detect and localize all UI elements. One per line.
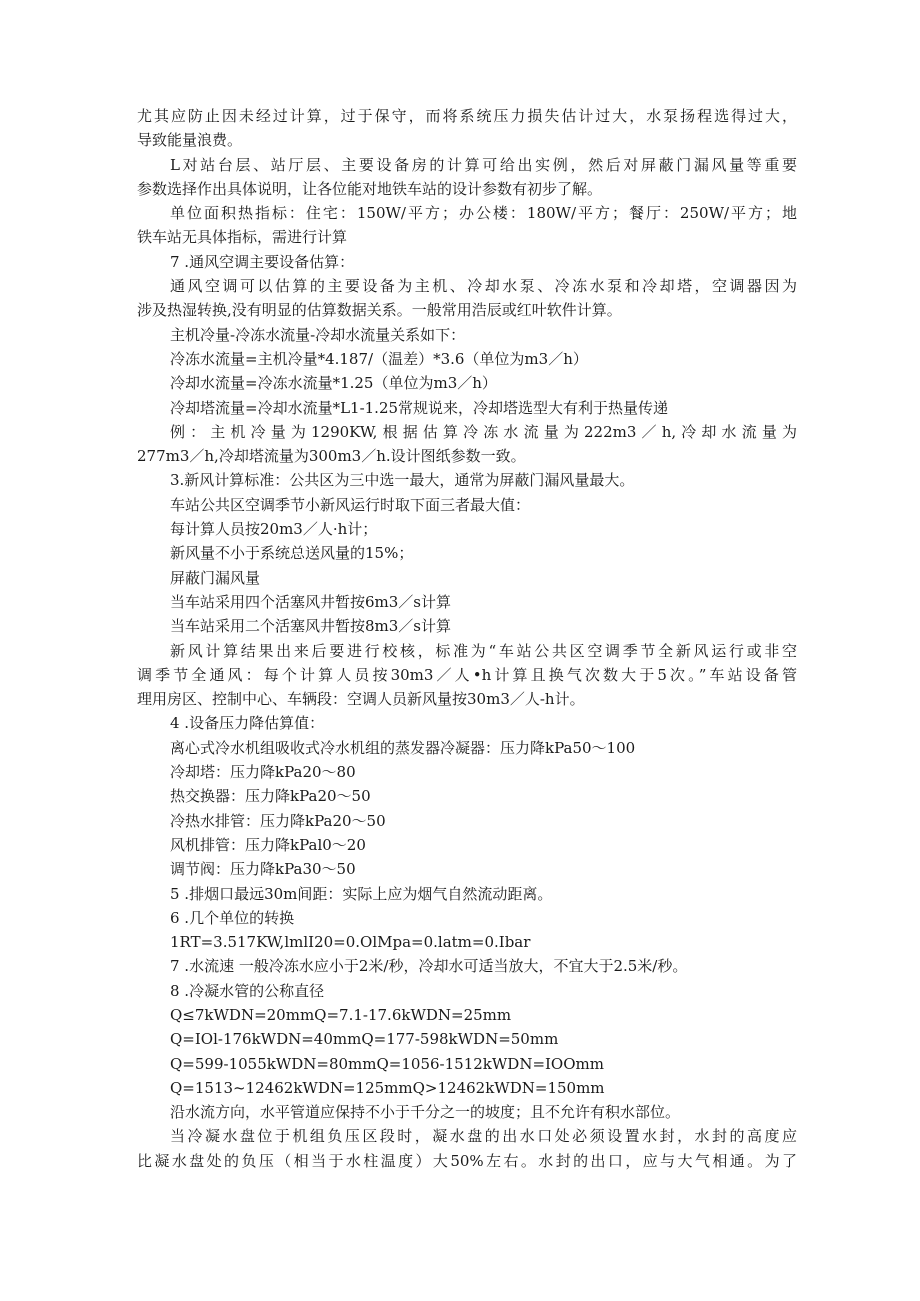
text-line: 277m3／h,冷却塔流量为300m3／h.设计图纸参数一致。 xyxy=(137,447,526,466)
text-line: L对站台层、站厅层、主要设备房的计算可给出实例，然后对屏蔽门漏风量等重要 xyxy=(170,155,797,174)
text-line: 沿水流方向，水平管道应保持不小于千分之一的坡度；且不允许有积水部位。 xyxy=(170,1103,681,1122)
text-line: Q=599-1055kWDN=80mmQ=1056-1512kWDN=IOOmm xyxy=(170,1054,604,1073)
text-line: Q≤7kWDN=20mmQ=7.1-17.6kWDN=25mm xyxy=(170,1005,512,1024)
text-line: 尤其应防止因未经过计算，过于保守，而将系统压力损失估计过大，水泵扬程选得过大， xyxy=(137,107,797,125)
text-line: 主机冷量-冷冻水流量-冷却水流量关系如下： xyxy=(170,325,466,344)
text-line: 8 .冷凝水管的公称直径 xyxy=(170,981,325,1000)
text-line: 6 .几个单位的转换 xyxy=(170,908,295,927)
text-line: 新风计算结果出来后要进行校核，标准为“车站公共区空调季节全新风运行或非空 xyxy=(170,641,797,660)
text-line: Q=IOl-176kWDN=40mmQ=177-598kWDN=50mm xyxy=(170,1030,559,1049)
text-line: 当车站采用四个活塞风井暂按6m3／s计算 xyxy=(170,592,452,611)
text-line: 4 .设备压力降估算值： xyxy=(170,714,325,733)
text-line: Q=1513~12462kWDN=125mmQ>12462kWDN=150mm xyxy=(170,1078,605,1097)
text-line: 参数选择作出具体说明，让各位能对地铁车站的设计参数有初步了解。 xyxy=(137,179,603,198)
text-line: 冷却塔：压力降kPa20～80 xyxy=(170,763,356,782)
text-line: 单位面积热指标：住宅：150W/平方；办公楼：180W/平方；餐厅：250W/平方；地 xyxy=(170,204,797,223)
text-line: 调节阀：压力降kPa30～50 xyxy=(170,860,356,879)
text-line: 新风量不小于系统总送风量的15%； xyxy=(170,544,414,563)
text-line: 冷冻水流量=主机冷量*4.187/（温差）*3.6（单位为m3／h） xyxy=(170,349,588,368)
text-line: 涉及热湿转换,没有明显的估算数据关系。一般常用浩辰或红叶软件计算。 xyxy=(137,301,622,320)
text-line: 离心式冷水机组吸收式冷水机组的蒸发器冷凝器：压力降kPa50～100 xyxy=(170,738,636,757)
text-line: 屏蔽门漏风量 xyxy=(170,568,261,587)
text-line: 导致能量浪费。 xyxy=(137,131,243,150)
text-line: 冷却塔流量=冷却水流量*L1-1.25常规说来，冷却塔选型大有利于热量传递 xyxy=(170,398,669,417)
text-line: 比凝水盘处的负压（相当于水柱温度）大50%左右。水封的出口，应与大气相通。为了 xyxy=(137,1151,797,1170)
text-line: 通风空调可以估算的主要设备为主机、冷却水泵、冷冻水泵和冷却塔，空调器因为 xyxy=(170,277,797,296)
text-line: 1RT=3.517KW,lmlI20=0.OlMpa=0.latm=0.Ibar xyxy=(170,933,531,952)
text-line: 7 .通风空调主要设备估算： xyxy=(170,252,355,271)
text-line: 当车站采用二个活塞风井暂按8m3／s计算 xyxy=(170,617,452,636)
text-line: 5 .排烟口最远30m间距：实际上应为烟气自然流动距离。 xyxy=(170,884,553,903)
document-body xyxy=(137,104,797,1173)
text-line: 风机排管：压力降kPal0～20 xyxy=(170,835,366,854)
text-line: 当冷凝水盘位于机组负压区段时，凝水盘的出水口处必须设置水封，水封的高度应 xyxy=(170,1127,797,1146)
text-line: 冷热水排管：压力降kPa20～50 xyxy=(170,811,386,830)
text-line: 铁车站无具体指标，需进行计算 xyxy=(137,228,348,247)
text-line: 7 .水流速 一般冷冻水应小于2米/秒，冷却水可适当放大，不宜大于2.5米/秒。 xyxy=(170,957,688,976)
text-line: 热交换器：压力降kPa20～50 xyxy=(170,787,371,806)
text-line: 每计算人员按20m3／人·h计； xyxy=(170,520,378,539)
text-line: 车站公共区空调季节小新风运行时取下面三者最大值： xyxy=(170,495,531,514)
text-line: 3.新风计算标准：公共区为三中选一最大，通常为屏蔽门漏风量最大。 xyxy=(170,471,635,490)
text-line: 例：主机冷量为1290KW,根据估算冷冻水流量为222m3／h,冷却水流量为 xyxy=(170,422,797,441)
text-line: 冷却水流量=冷冻水流量*1.25（单位为m3／h） xyxy=(170,374,497,393)
text-line: 调季节全通风：每个计算人员按30m3／人•h计算且换气次数大于5次。”车站设备管 xyxy=(137,665,797,684)
text-line: 理用房区、控制中心、车辆段：空调人员新风量按30m3／人-h计。 xyxy=(137,690,585,709)
